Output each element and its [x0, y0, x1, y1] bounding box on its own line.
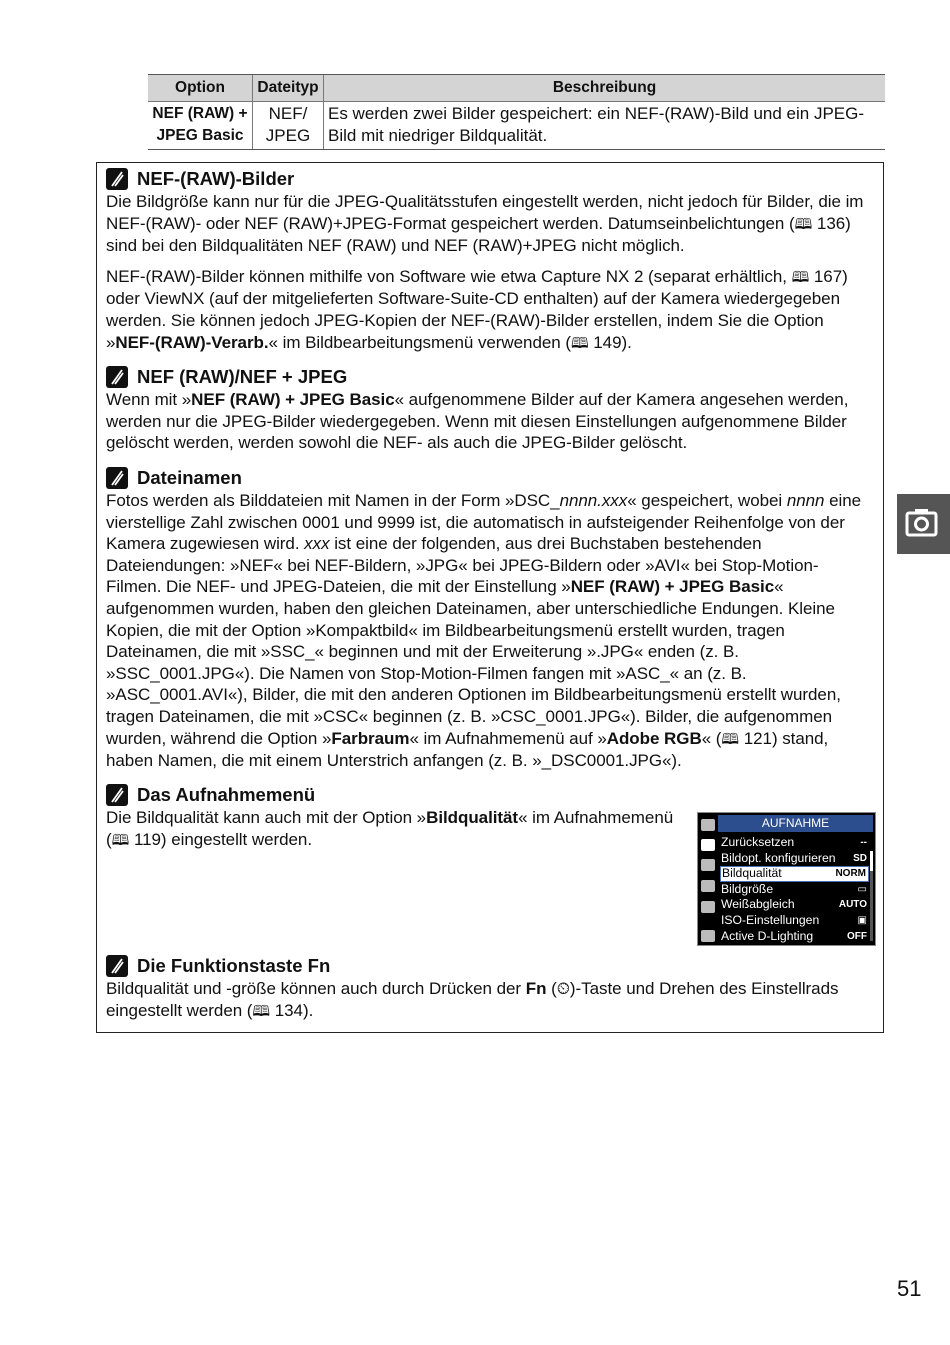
camera-menu-screenshot: [697, 812, 876, 946]
menu-item: [720, 913, 869, 929]
menu-option: Bildqualität: [426, 808, 519, 827]
text: Die Bildqualität kann auch mit der Option »: [106, 808, 427, 827]
note-paragraph: [106, 191, 873, 257]
note-paragraph: [106, 266, 873, 354]
text: « im Aufnahmemenü (: [106, 808, 674, 849]
menu-item-value: SD: [853, 852, 867, 864]
button-label: Fn: [525, 979, 547, 998]
book-icon: 🕮: [721, 730, 740, 748]
book-icon: 🕮: [791, 268, 810, 286]
playback-icon: [701, 819, 715, 831]
scroll-thumb: [870, 851, 873, 871]
menu-item-value: OFF: [847, 930, 867, 942]
menu-option: NEF-(RAW)-Verarb.: [115, 332, 269, 352]
text: Bildqualität und -größe können auch durch Drücken der: [106, 979, 526, 998]
text: « (: [701, 728, 722, 748]
text: ) sind bei den Bildqualitäten NEF (RAW) und NEF (RAW)+JPEG nicht möglich.: [106, 213, 851, 256]
note-heading: [106, 466, 873, 490]
note-icon: [106, 366, 128, 388]
book-icon: 🕮: [570, 334, 589, 352]
note-heading: [106, 365, 873, 389]
note-fn-button: [106, 954, 873, 1022]
text: « im Aufnahmemenü auf »: [409, 728, 607, 748]
menu-item-label: Weißabgleich: [721, 897, 795, 912]
menu-item-selected: [720, 866, 869, 882]
menu-option: Adobe RGB: [606, 728, 702, 748]
image-quality-table: [148, 74, 885, 150]
text: « gespeichert, wobei: [627, 491, 787, 510]
page-ref: 119: [133, 829, 161, 849]
text: ).: [302, 1000, 314, 1020]
note-raw-images: [106, 167, 873, 354]
menu-item-value: NORM: [835, 868, 866, 880]
page-ref: 134: [274, 1000, 303, 1020]
page-ref: 136: [816, 213, 846, 233]
menu-sidebar: [698, 813, 718, 945]
retouch-icon: [701, 880, 715, 892]
text: Wenn mit »: [106, 390, 192, 409]
page-ref: 149: [593, 332, 622, 352]
iso-icon: ▣: [857, 915, 867, 926]
text: ) oder ViewNX (auf der mitgelieferten Software-Suite-CD enthalten) auf der Kamera wiedergegeben werden. Sie können jedoch JPEG-Kopien der NEF-(RAW)-Bilder erstellen, indem Sie die Option »: [106, 266, 848, 352]
placeholder-text: nnnn.xxx: [559, 491, 628, 510]
menu-item-label: ISO-Einstellungen: [721, 913, 820, 927]
note-icon: [106, 467, 128, 489]
image-size-icon: ▭: [857, 883, 867, 895]
header-option: Option: [148, 75, 253, 102]
note-heading: [106, 954, 873, 978]
table-row: [148, 102, 885, 150]
note-shooting-menu: [106, 783, 683, 851]
menu-scrollbar: [870, 851, 873, 941]
note-icon: [106, 168, 128, 190]
note-paragraph: [106, 389, 873, 454]
note-title: NEF-(RAW)-Bilder: [137, 168, 295, 189]
menu-item: [720, 882, 869, 898]
note-icon: [106, 955, 128, 977]
camera-icon: [897, 494, 950, 554]
note-paragraph: [106, 978, 873, 1022]
text: )-Taste und Drehen des Einstellrads eingestellt werden (: [106, 979, 839, 1020]
menu-item: [720, 929, 869, 945]
menu-item-label: Bildopt. konfigurieren: [721, 850, 836, 865]
text: Die Bildgröße kann nur für die JPEG-Qualitätsstufen eingestellt werden, nicht jedoch für Bilder, die im NEF-(RAW)- oder NEF (RAW)+JPEG-Format gespeichert werden. Datumseinbelichtungen (: [106, 192, 864, 233]
table-header-row: [148, 75, 885, 102]
page-number: 51: [897, 1276, 922, 1301]
menu-item-label: Bildgröße: [721, 881, 774, 896]
page-ref: 167: [813, 266, 843, 286]
recent-settings-icon: [701, 901, 715, 913]
camera-icon: [701, 839, 715, 851]
file-type-line: JPEG: [265, 126, 311, 145]
note-paragraph: [106, 490, 873, 772]
description-cell: Es werden zwei Bilder gespeichert: ein NEF-(RAW)-Bild und ein JPEG-Bild mit niedriger Bildqualität.: [324, 102, 886, 150]
note-icon: [106, 784, 128, 806]
placeholder-text: nnnn: [786, 491, 825, 510]
text: Fotos werden als Bilddateien mit Namen in der Form »DSC_: [106, 491, 560, 510]
book-icon: 🕮: [252, 1002, 271, 1020]
help-icon: [701, 930, 715, 942]
option-cell: [148, 102, 253, 150]
file-type-line: NEF/: [268, 104, 308, 123]
menu-option: NEF (RAW) + JPEG Basic: [191, 390, 395, 409]
note-title: Das Aufnahmemenü: [137, 784, 316, 805]
header-description: Beschreibung: [324, 75, 886, 102]
header-file-type: Dateityp: [253, 75, 324, 102]
book-icon: 🕮: [794, 215, 813, 233]
menu-option: NEF (RAW) + JPEG Basic: [570, 577, 775, 597]
note-file-names: [106, 466, 873, 772]
note-raw-jpeg: [106, 365, 873, 454]
text: ist eine der folgenden, aus drei Buchstaben bestehenden Dateiendungen: »NEF« bei NEF-Bildern, »JPG« bei JPEG-Bildern oder »AVI« bei Stop-Motion-Filmen. Die NEF- und JPEG-Dateien, die mit der Einstellung »: [106, 534, 819, 597]
note-paragraph: [106, 807, 683, 851]
text: (: [546, 979, 557, 998]
menu-item: [720, 835, 869, 851]
book-icon: 🕮: [111, 831, 130, 849]
note-title: NEF (RAW)/NEF + JPEG: [137, 366, 348, 387]
menu-header: AUFNAHME: [718, 815, 873, 832]
shooting-menu-tab: [897, 494, 950, 554]
note-heading: [106, 167, 873, 191]
text: ) eingestellt werden.: [160, 829, 312, 849]
text: « aufgenommen wurden, haben den gleichen Dateinamen, aber unterschiedliche Endungen. Kleine Kopien, die mit der Option »Kompaktbild« im Bildbearbeitungsmenü erstellt wurden, tragen Dateinamen, die mit »SSC_« beginnen und mit der Erweiterung ».JPG« enden (z. B. »SSC_0001.JPG«). Die Namen von Stop-Motion-Filmen fangen mit »ASC_« an (z. B. »ASC_0001.AVI«), Bilder, die mit den anderen Optionen im Bildbearbeitungsmenü erstellt wurden, tragen Dateinamen, die mit »CSC« beginnen (z. B. »CSC_0001.JPG«). Bilder, die aufgenommen wurden, während die Option »: [106, 577, 841, 748]
text: eine vierstellige Zahl zwischen 0001 und 9999 ist, die automatisch in aufsteigender Reihenfolge von der Kamera zugewiesen wird.: [106, 491, 862, 554]
menu-option: Farbraum: [331, 728, 410, 748]
file-type-cell: [253, 102, 324, 150]
menu-item-label: Bildqualität: [722, 866, 782, 881]
text: NEF-(RAW)-Bilder können mithilfe von Software wie etwa Capture NX 2 (separat erhältlich,: [106, 266, 792, 286]
note-heading: [106, 783, 683, 807]
placeholder-text: xxx: [304, 534, 330, 554]
text: ) stand, haben Namen, die mit einem Unterstrich anfangen (z. B. »_DSC0001.JPG«).: [106, 728, 829, 771]
menu-item-label: Zurücksetzen: [721, 835, 795, 849]
note-title: Die Funktionstaste Fn: [137, 955, 331, 976]
menu-item: [720, 851, 869, 867]
option-line: JPEG Basic: [156, 127, 244, 144]
option-line: NEF (RAW) +: [152, 105, 248, 122]
setup-icon: [701, 859, 715, 871]
note-title: Dateinamen: [137, 467, 242, 488]
menu-item-value: --: [860, 837, 867, 848]
menu-item-label: Active D-Lighting: [721, 928, 814, 943]
text: ).: [621, 332, 632, 352]
menu-item: [720, 897, 869, 913]
text: « im Bildbearbeitungsmenü verwenden (: [268, 332, 571, 352]
self-timer-icon: ⏲: [556, 979, 570, 998]
text: « aufgenommene Bilder auf der Kamera angesehen werden, werden nur die JPEG-Bilder wiedergegeben. Wenn mit diesen Einstellungen aufgenommene Bilder gelöscht werden, werden sowohl die NEF- als auch die JPEG-Bilder gelöscht.: [106, 390, 849, 453]
menu-item-value: AUTO: [838, 899, 867, 911]
page-ref: 121: [743, 728, 772, 748]
